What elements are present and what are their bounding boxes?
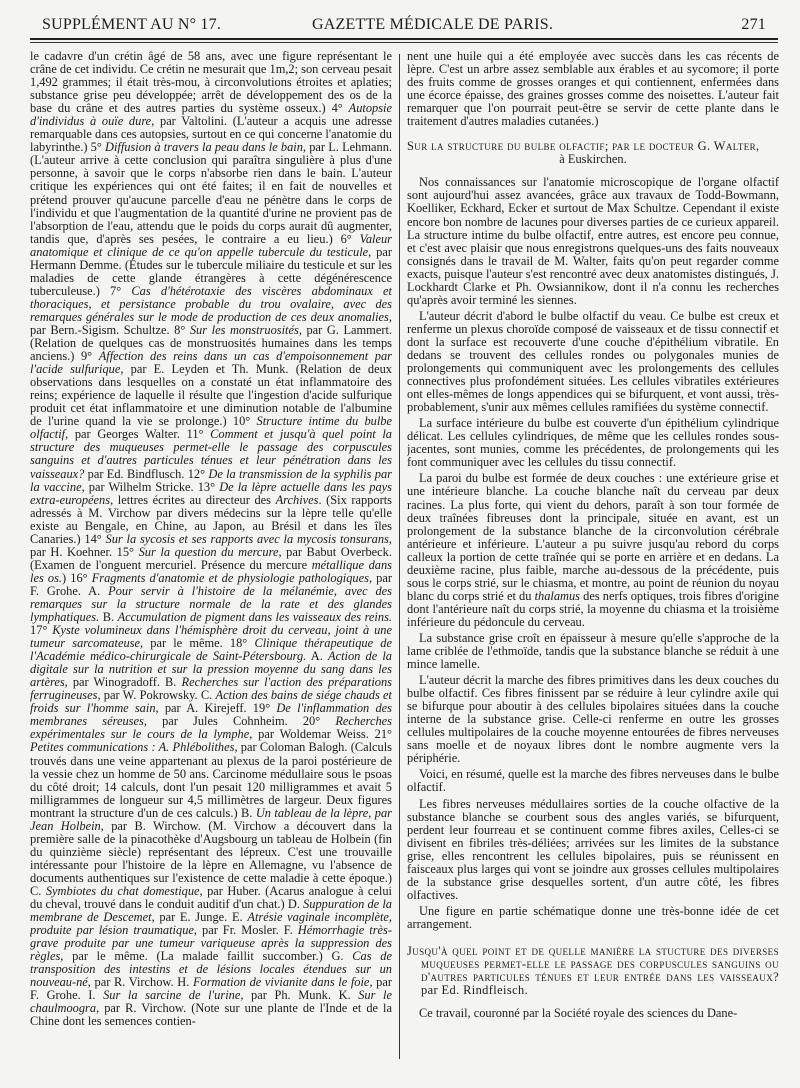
article-title-2: Jusqu'à quel point et de quelle manière la stucture des diverses muqueuses permet-elle le passage des corpuscules sanguins ou d'autres particules ténues et leur entrée dans les vaisseaux? bbox=[407, 944, 779, 985]
body-text: , par le même. 18° bbox=[139, 636, 255, 651]
continuation-paragraph: nent une huile qui a été employée avec succès dans les cas récents de lèpre. C'est un arbre assez semblable aux érables et au sycomore; il porte des fruits comme de grosses oranges et qui contiennent, enfermées dans une écorce épaisse, des graines grosses comme des noisettes. L'auteur fait remarquer que l'on pourrait peut-être se servir de cette plante dans le traitement d'autres maladies cutanées.) bbox=[407, 50, 779, 129]
body-text: L'auteur décrit d'abord le bulbe olfactif du veau. Ce bulbe est creux et renferme un plexus choroïde composé de vaisseaux et de tissu connectif et dont la surface est recouverte d'une couche d'épithélium vibratile. En dedans se trouvent des cellules rondes ou polygonales munies de prolongements qui communiquent avec les prolongements des cellules connectives plus profondément situées. Les cellules vibratiles extérieures ont elles-mêmes de longs appendices qui se bifurquent, et vont aussi, très-probablement, s'unir aux mêmes cellules ramifiées du système connectif. bbox=[407, 308, 779, 415]
body-text: , par Woldemar Weiss. 21° bbox=[249, 727, 392, 742]
body-text: , par F. Grohe. I. bbox=[30, 975, 392, 1003]
body-text: le cadavre d'un crétin âgé de 58 ans, avec une figure représentant le crâne de cet individu. Ce crétin ne mesurait que 1m,2; son cerveau pesait 1,492 grammes; il était très-mou, à circonvolutions étroites et aplaties; substance grise peu développée; arrêt de développement des os de la base du crâne et des autres parties du système osseux.) 4° bbox=[30, 50, 392, 116]
body-text: La paroi du bulbe est formée de deux couches : une extérieure grise et une intérieure blanche. La couche blanche naît du cerveau par deux racines. La plus forte, qui vient du dehors, paraît à son tour formée de deux traînées fibreuses dont la principale, située en avant, est un prolongement de la substance blanche de la circonvolution cérébrale antérieure et inférieure. L'auteur a pu suivre jusqu'au rebord du corps calleux la portion de cette traînée qui se porte en arrière et en dedans. La deuxième racine, plus faible, marche au-dessous de la précédente, puis sous le corps strié, sur le chiasma, et montre, au point de réunion du noyau blanc du corps strié et du bbox=[407, 471, 779, 603]
italic-title-text: Diffusion à travers la peau dans le bain bbox=[105, 140, 303, 155]
italic-title-text: Autopsie d'individus à ouïe dure bbox=[30, 101, 392, 129]
italic-title-text: Cas d'hétérotaxie des viscères abdominaux et thoraciques, et persistance probable du trou ovalaire, avec des remarques générales sur le mode de production de ces deux anomalies bbox=[30, 283, 392, 324]
article-heading bbox=[407, 140, 779, 166]
body-text: , par Wilhelm Stricke. 13° bbox=[81, 479, 220, 494]
italic-title-text: Valeur anatomique et clinique de ce qu'on appelle tubercule du testicule bbox=[30, 231, 392, 259]
italic-title-text: Petites communications : A. Phlébolithes bbox=[30, 740, 235, 755]
italic-title-text: Sur la question du mercure bbox=[138, 544, 279, 559]
italic-title-text: Hémorrhagie très-grave produite par une tumeur variqueuse après la suppression des règles bbox=[30, 923, 392, 964]
italic-title-text: Action de la digitale sur la nutrition et sur la pression moyenne du sang dans les artères bbox=[30, 649, 392, 690]
body-text: , par G. Lammert. (Relation de quelques cas de monstruosités humaines dans les temps anciens.) 9° bbox=[30, 322, 392, 364]
body-text: , par A. Kirejeff. 19° bbox=[155, 701, 277, 716]
body-text: , par Coloman Balogh. (Calculs trouvés dans une veine appartenant au plexus de la paroi postérieure de la vessie chez un homme de 50 ans. Carcinome médullaire sous le psoas du côté droit; 14 calculs, dont l'un pesait 120 milligrammes et avait 5 milligrammes de longueur sur 4,5 millimètres de largeur. Deux figures montrant la structure d'un de ces calculs.) B. bbox=[30, 740, 392, 820]
article-paragraph bbox=[407, 310, 779, 414]
italic-title-text: De la transmission de la syphilis par la vaccine bbox=[30, 466, 392, 494]
article-2-paragraph: Ce travail, couronné par la Société royale des sciences du Dane- bbox=[419, 1006, 738, 1021]
page-number: 271 bbox=[741, 16, 766, 33]
italic-title-text: Recherches expérimentales sur le cours de la lymphe bbox=[30, 714, 392, 742]
body-text: ) 16° bbox=[62, 570, 92, 585]
article-paragraph bbox=[407, 176, 779, 306]
page-header bbox=[42, 16, 778, 40]
article-heading-2 bbox=[407, 945, 779, 997]
italic-title-text: Sur le chaulmoogra bbox=[30, 988, 392, 1016]
article-byline: ; par le docteur G. Walter, bbox=[604, 139, 760, 154]
body-text: Nos connaissances sur l'anatomie microscopique de l'organe olfactif sont aujourd'hui assez avancées, grâce aux travaux de Todd-Bowmann, Koelliker, Eckhard, Ecker et surtout de Max Schultze. Cependant il existe encore bon nombre de lacunes pour diverses parties de ce curieux appareil. La structure intime du bulbe olfactif, entre autres, est encore peu connue, et c'est avec plaisir que nous enregistrons quelques-uns des faits nouveaux consignés dans le travail de M. Walter, faits qu'on peut regarder comme exacts, puisque l'auteur s'est rencontré avec deux anatomistes distingués, J. Lockhardt Clarke et Ph. Owsiannikow, dont il n'a connu les recherches qu'après avoir terminé les siennes. bbox=[407, 175, 779, 307]
italic-title-text: Sur la sycosis et ses rapports avec la mycosis tonsurans bbox=[105, 531, 389, 546]
italic-title-text: Affection des reins dans un cas d'empoisonnement par l'acide sulfurique bbox=[30, 349, 392, 377]
bibliography-paragraph bbox=[30, 50, 392, 1029]
body-text: , par Jules Cohnheim. 20° bbox=[143, 714, 336, 729]
italic-title-text: Suppuration de la membrane de Descemet bbox=[30, 897, 392, 925]
italic-title-text: De la lèpre actuelle dans les pays extra-européens bbox=[30, 479, 392, 507]
body-text: , par Huber. (Acarus analogue à celui du cheval, trouvé dans le conduit auditif d'un chat.) D. bbox=[30, 884, 392, 912]
italic-title-text: Pour servir à l'histoire de la mélanémie, avec des remarques sur la structure normale de la rate et des glandes lymphatiques. bbox=[30, 583, 392, 625]
italic-title-text: Atrésie vaginale incomplète, produite par lésion traumatique bbox=[30, 910, 392, 938]
body-text: par Ed. Bindflusch. 12° bbox=[84, 466, 209, 481]
article-paragraph bbox=[407, 632, 779, 671]
italic-title-text: Structure intime du bulbe olfactif bbox=[30, 414, 392, 442]
column-divider bbox=[399, 54, 400, 1059]
article-paragraph bbox=[407, 905, 779, 931]
article-paragraph bbox=[407, 472, 779, 629]
body-text: L'auteur décrit la marche des fibres primitives dans les deux couches du bulbe olfactif. Ces fibres finissent par se réduire à leur cylindre axile qui se bifurque pour aboutir à des cellules bipolaires situées dans la couche interne de la substance grise. Celle-ci renferme en outre les grosses cellules multipolaires de la couche moyenne entourées de fibres nerveuses sans moelle et de noyaux libres dont le nombre augmente vers la périphérie. bbox=[407, 673, 779, 766]
article-byline-2: par Ed. Rindfleisch. bbox=[421, 983, 529, 998]
italic-title-text: Sur la sarcine de l'urine bbox=[103, 988, 241, 1003]
italic-title-text: Cas de transposition des intestins et de lésions locales étendues sur un nouveau-né bbox=[30, 949, 392, 990]
article-paragraph bbox=[407, 798, 779, 902]
body-text: A. bbox=[306, 649, 328, 664]
body-text: 17° bbox=[30, 623, 53, 638]
journal-title: GAZETTE MÉDICALE DE PARIS. bbox=[312, 16, 554, 33]
body-text: , par E. Junge. E. bbox=[151, 910, 248, 925]
italic-title-text: De l'inflammation des membranes séreuses bbox=[30, 701, 392, 729]
body-text: , par Bern.-Sigism. Schultze. 8° bbox=[30, 309, 392, 337]
body-text: , par B. Wirchow. (M. Virchow a découvert dans la première salle de la pinacothèke d'Augsbourg un tableau de Holbein (fin du quinzième siècle) représentant des lépreux. C'est une trouvaille intéressante pour l'histoire de la lèpre en Allemagne, vu l'absence de documents authentiques sur l'existence de cette maladie à cette époque.) C. bbox=[30, 818, 392, 898]
body-text: , par Valtolini. (L'auteur a acquis une adresse remarquable dans ces autopsies, surtout en ce qui concerne l'anatomie du labyrinthe.) 5° bbox=[30, 114, 392, 155]
body-text: La surface intérieure du bulbe est couverte d'un épithélium cylindrique délicat. Les cellules cylindriques, de même que les cellules rondes sous-jacentes, sont munies, comme les précédentes, de prolongements qui les font communiquer avec les cellules du tissu connectif. bbox=[407, 416, 779, 470]
article-paragraph bbox=[407, 417, 779, 469]
body-text: des nerfs optiques, trois fibres d'origine dont l'antérieure naît du corps strié, la moyenne du chiasma et la troisième inférieure du pédoncule du cerveau. bbox=[407, 588, 779, 629]
body-text: , par Fr. Mosler. F. bbox=[193, 923, 298, 938]
article-title: Sur la structure du bulbe olfactif bbox=[407, 139, 605, 154]
article-paragraph bbox=[407, 768, 779, 794]
body-text: Voici, en résumé, quelle est la marche des fibres nerveuses dans le bulbe olfactif. bbox=[407, 767, 779, 795]
body-text: , par W. Pokrowsky. C. bbox=[97, 688, 216, 703]
body-text: . (Six rapports adressés à M. Virchow par divers médecins sur la lèpre telle qu'elle existe au Bengale, en Chine, au Japon, au Brésil et dans les îles Canaries.) 14° bbox=[30, 492, 392, 546]
italic-title-text: Formation de vivianite dans le foie bbox=[192, 975, 370, 990]
italic-title-text: Un tableau de la lèpre, par Jean Holbein bbox=[30, 805, 392, 833]
article-body bbox=[407, 176, 779, 931]
italic-title-text: Accumulation de pigment dans les vaisseaux des reins. bbox=[117, 610, 392, 625]
body-text: , par Winogradoff. B. bbox=[64, 675, 182, 690]
italic-title-text: Sur les monstruosités bbox=[189, 322, 299, 337]
body-text: Une figure en partie schématique donne une très-bonne idée de cet arrangement. bbox=[407, 903, 779, 931]
body-text: , par Babut Overbeck. (Examen de l'onguent mercuriel. Présence du mercure bbox=[30, 544, 392, 572]
body-text: La substance grise croît en épaisseur à mesure qu'elle s'approche de la lame criblée de l'ethmoïde, tandis que la substance blanche se réduit à une mince lamelle. bbox=[407, 630, 779, 672]
italic-title-text: Kyste volumineux dans l'hémisphère droit du cerveau, joint à une tumeur sarcomateuse bbox=[30, 623, 392, 651]
body-text: , par F. Grohe. A. bbox=[30, 570, 392, 598]
body-text: , par Ph. Munk. K. bbox=[240, 988, 359, 1003]
body-text: , par R. Virchow. H. bbox=[87, 975, 193, 990]
right-column bbox=[407, 50, 779, 1060]
header-rule-thin bbox=[30, 42, 778, 43]
body-text: , par le même. (La malade faillit succomber.) G. bbox=[60, 949, 353, 964]
body-text: , par Hermann Demme. (Études sur le tubercule miliaire du testicule et sur les maladies de cette glande étrangères à cette dégénérescence tuberculeuse.) 7° bbox=[30, 244, 392, 298]
italic-title-text: Action des bains de siége chauds et froids sur l'homme sain bbox=[30, 688, 392, 716]
body-text: B. bbox=[99, 610, 118, 625]
header-rule bbox=[30, 38, 778, 40]
left-column bbox=[30, 50, 392, 1060]
italic-title-text: Symbiotes du chat domestique bbox=[45, 884, 200, 898]
italic-title-text: Archives bbox=[275, 492, 319, 507]
italic-title-text: thalamus bbox=[534, 588, 580, 603]
italic-title-text: Comment et jusqu'à quel point la structure des muqueuses permet-elle le passage des corpuscules sanguins et d'autres particules ténues et leur pénétration dans les vaisseaux? bbox=[30, 427, 392, 481]
italic-title-text: Fragments d'anatomie et de physiologie pathologiques bbox=[91, 570, 369, 585]
body-text: , par L. Lehmann. (L'auteur arrive à cette conclusion qui paraîtra singulière à plus d'une personne, à savoir que le corps n'absorbe rien dans le bain. L'auteur critique les expériences qui ont été faites; il en fait de nouvelles et prétend prouver qu'aucune parcelle d'eau ne pénètre dans le corps de l'individu et que l'augmentation de la quantité d'urine ne provient pas de l'absorption de l'eau, attendu que le poids du corps aurait dû augmenter, tandis que, d'après ses pesées, le contraire a eu lieu.) 6° bbox=[30, 140, 392, 246]
body-text: , par Georges Walter. 11° bbox=[65, 427, 211, 442]
body-text: , par H. Koehner. 15° bbox=[30, 531, 392, 559]
body-text: Les fibres nerveuses médullaires sorties de la couche olfactive de la substance blanche se courbent sous des angles variés, se bifurquent, perdent leur fourreau et se continuent comme fibres axiles, Celles-ci se divisent en fibriles très-déliées; arrivées sur les limites de la substance grise, elles rencontrent les cellules bipolaires, puis se réunissent en faisceaux plus larges qui vont se joindre aux grosses cellules multipolaires de la substance grise desquelles sortent, d'un autre côté, les fibres olfactives. bbox=[407, 796, 779, 902]
body-text: , par E. Leyden et Th. Munk. (Relation de deux observations dans lesquelles on a constaté un état inflammatoire des reins; expérience de laquelle il résulte que l'ingestion d'acide sulfurique produit cet état inflammatoire et une diminution notable de l'albumine de l'urine quand la vie se prolonge.) 10° bbox=[30, 362, 392, 429]
italic-title-text: Clinique thérapeutique de l'Académie médico-chirurgicale de Saint-Pétersbourg. bbox=[30, 636, 392, 664]
article-place: à Euskirchen. bbox=[559, 152, 627, 167]
italic-title-text: métallique dans les os. bbox=[30, 557, 392, 585]
body-text: , lettres écrites au directeur des bbox=[110, 492, 276, 507]
article-paragraph bbox=[407, 674, 779, 765]
italic-title-text: Recherches sur l'action des préparations ferrugineuses bbox=[30, 675, 392, 703]
supplement-number: SUPPLÉMENT AU N° 17. bbox=[42, 16, 222, 33]
body-text: , par R. Virchow. (Note sur une plante de l'Inde et de la Chine dont les semences contien- bbox=[30, 1001, 392, 1029]
